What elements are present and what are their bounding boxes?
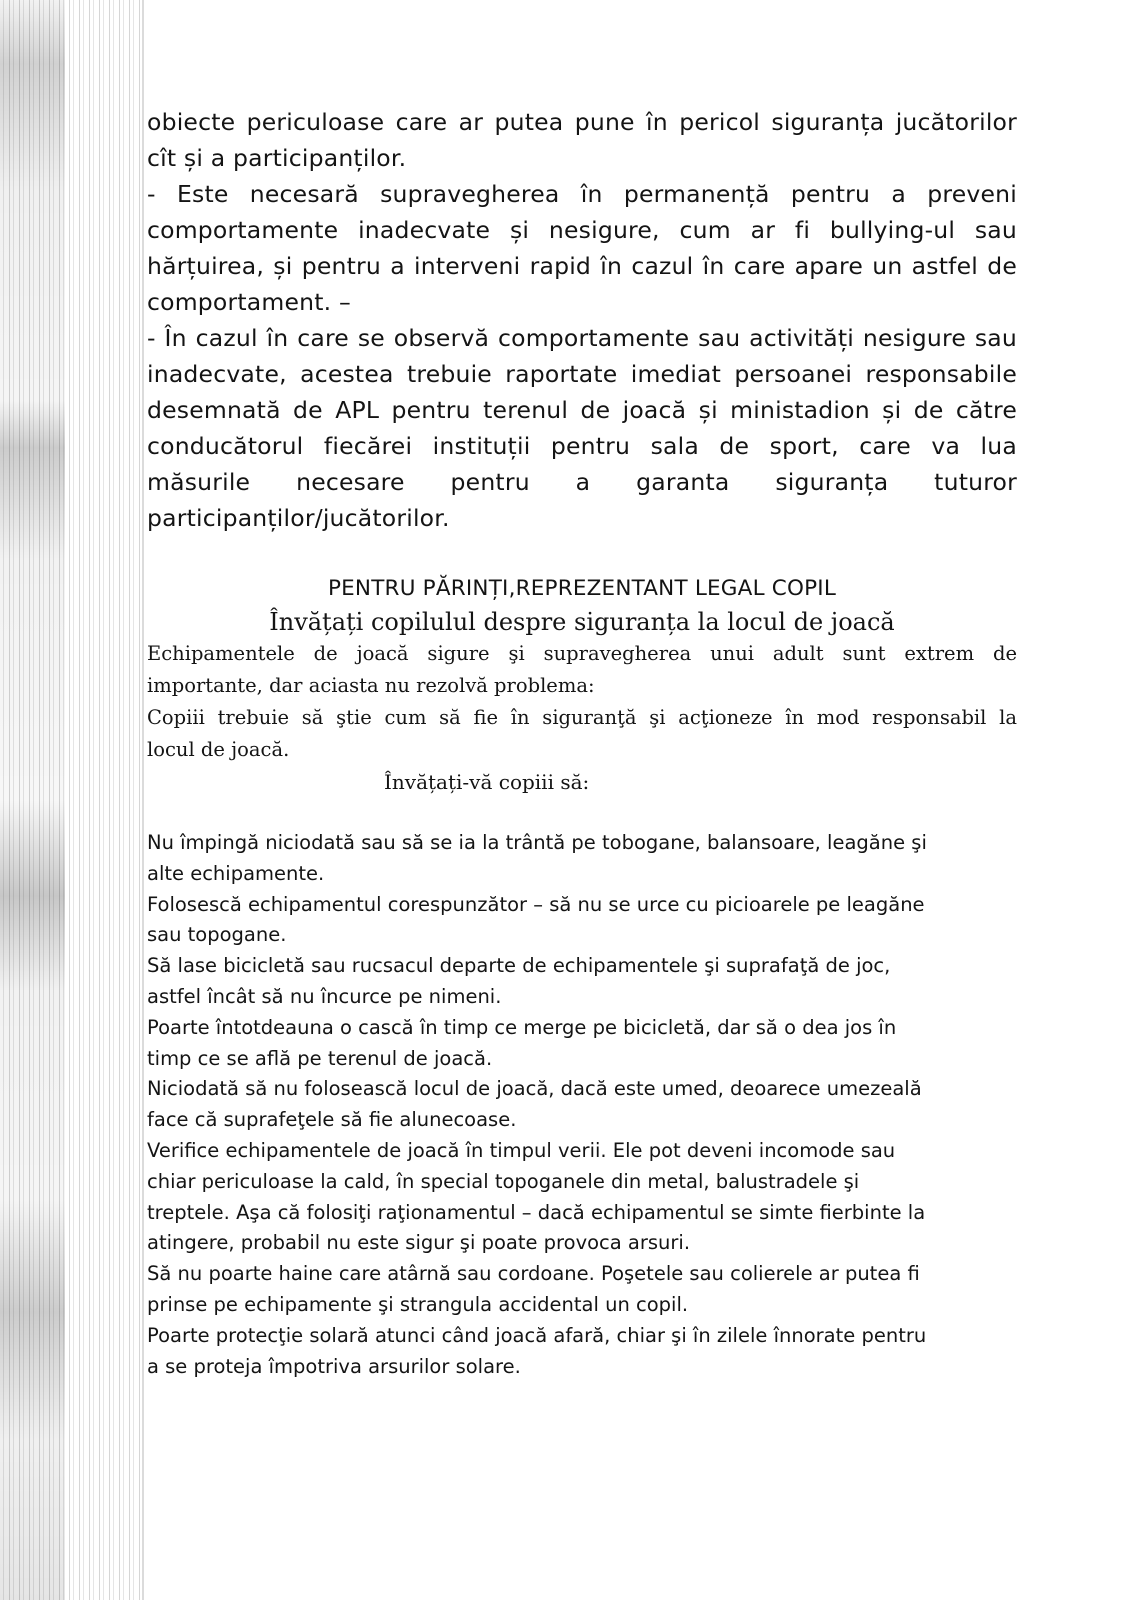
text-line: obiecte periculoase care ar putea pune în pericol siguranța jucătorilor [147, 108, 1017, 136]
list-line: treptele. Aşa că folosiţi raţionamentul – dacă echipamentul se simte fierbinte la [147, 1200, 926, 1224]
text-line: - În cazul în care se observă comportamente sau activități nesigure sau [147, 324, 1017, 352]
section-subheading: Învățați copilulul despre siguranța la locul de joacă [269, 608, 895, 636]
text-line: conducătorul fiecărei instituții pentru sala de sport, care va lua [147, 432, 1017, 460]
list-line: Nu împingă niciodată sau să se ia la trântă pe tobogane, balansoare, leagăne şi [147, 831, 927, 854]
list-line: Folosescă echipamentul corespunzător – să nu se urce cu picioarele pe leagăne [147, 892, 925, 916]
list-line: astfel încât să nu încurce pe nimeni. [147, 984, 502, 1008]
text-line: cît și a participanților. [147, 144, 407, 172]
text-line: participanților/jucătorilor. [147, 504, 450, 532]
list-line: Să lase bicicletă sau rucsacul departe de echipamentele şi suprafaţă de joc, [147, 954, 891, 978]
text-line: locul de joacă. [147, 738, 290, 761]
text-line: inadecvate, acestea trebuie raportate imediat persoanei responsabile [147, 360, 1017, 388]
list-line: timp ce se află pe terenul de joacă. [147, 1046, 493, 1070]
section-heading: PENTRU PĂRINȚI,REPREZENTANT LEGAL COPIL [327, 576, 836, 601]
text-line: Echipamentele de joacă sigure şi supravegherea unui adult sunt extrem de [147, 642, 1017, 665]
intro-paragraph [147, 638, 1017, 766]
list-line: a se proteja împotriva arsurilor solare. [147, 1354, 521, 1378]
list-line: prinse pe echipamente şi strangula accidental un copil. [147, 1292, 689, 1316]
text-line: Copiii trebuie să ştie cum să fie în siguranţă şi acţioneze în mod responsabil la [147, 706, 1017, 729]
list-line: face că suprafeţele să fie alunecoase. [147, 1108, 517, 1132]
text-line: - Este necesară supravegherea în permanență pentru a preveni [147, 180, 1017, 208]
text-line: importante, dar aciasta nu rezolvă problema: [147, 674, 595, 697]
list-line: Să nu poarte haine care atârnă sau cordoane. Poşetele sau colierele ar putea fi [147, 1262, 920, 1286]
advice-list [147, 828, 1017, 1382]
list-line: atingere, probabil nu este sigur şi poate provoca arsuri. [147, 1231, 691, 1255]
list-line: Verifice echipamentele de joacă în timpul verii. Ele pot deveni incomode sau [147, 1138, 896, 1162]
list-line: Poarte protecţie solară atunci când joacă afară, chiar şi în zilele înnorate pentru [147, 1323, 927, 1347]
list-line: alte echipamente. [147, 861, 325, 885]
scan-edge-line [142, 0, 144, 1600]
list-line: sau topogane. [147, 923, 287, 947]
list-line: Poarte întotdeauna o cască în timp ce merge pe bicicletă, dar să o dea jos în [147, 1015, 897, 1039]
list-line: Niciodată să nu folosească locul de joacă, dacă este umed, deoarece umezeală [147, 1077, 922, 1101]
text-line: hărțuirea, și pentru a interveni rapid în cazul în care apare un astfel de [147, 252, 1017, 280]
list-line: chiar periculoase la cald, în special topoganele din metal, balustradele şi [147, 1169, 860, 1193]
teach-heading: Învățați-vă copiii să: [384, 770, 590, 794]
document-page [147, 104, 1017, 1382]
scan-artifact-strip [0, 0, 140, 1600]
text-line: desemnată de APL pentru terenul de joacă și ministadion și de către [147, 396, 1017, 424]
text-line: măsurile necesare pentru a garanta siguranța tuturor [147, 468, 1017, 496]
text-line: comportamente inadecvate și nesigure, cum ar fi bullying-ul sau [147, 216, 1017, 244]
paragraph-top [147, 104, 1017, 536]
text-line: comportament. – [147, 288, 351, 316]
